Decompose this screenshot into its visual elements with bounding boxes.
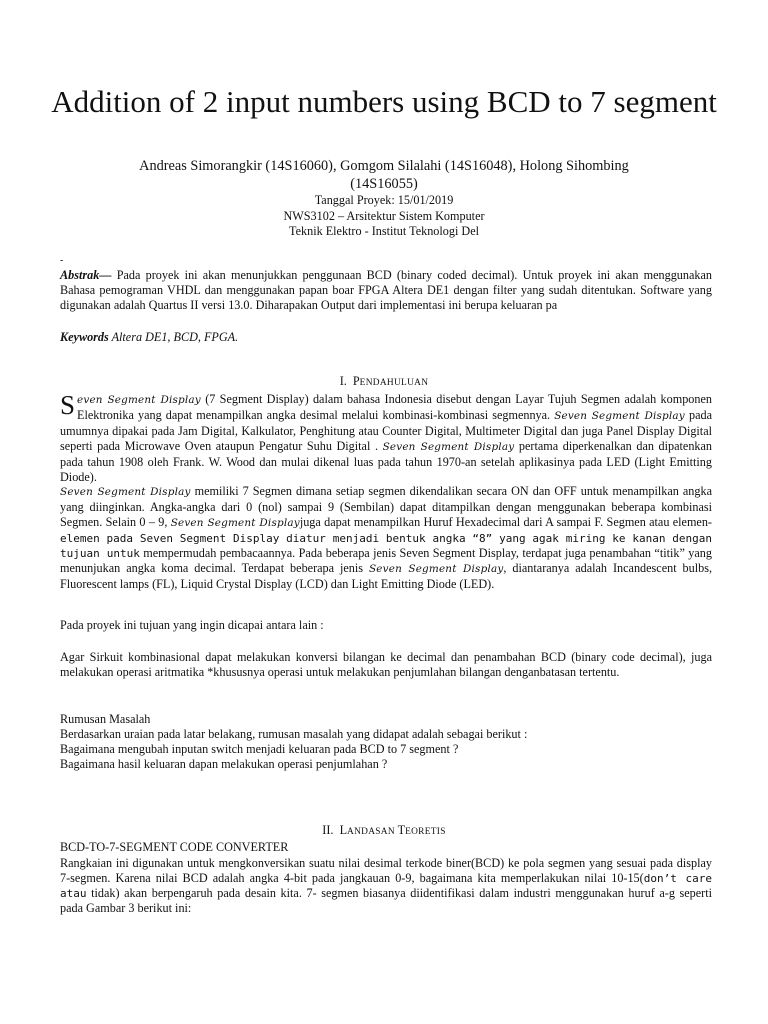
institution: Teknik Elektro - Institut Teknologi Del [289, 224, 479, 238]
course-code: NWS3102 – Arsitektur Sistem Komputer [283, 208, 485, 223]
intro-p2-mono-text: elemen pada Seven Segment Display diatur menjadi bentuk angka “8” yang agak miring ke kanan dengan tujuan untuk [60, 532, 712, 560]
paper-title: Addition of 2 input numbers using BCD to 7 segment [51, 84, 717, 119]
section-2-text-a: Rangkaian ini digunakan untuk mengkonversikan suatu nilai desimal terkode biner(BCD) ke pola segmen yang sesuai pada display 7-segmen. Karena nilai BCD adalah angka 4-bit pada jangkauan 0-9, bagaimana kita memperlakukan nilai 10-15( [60, 856, 712, 885]
keywords-text: Altera DE1, BCD, FPGA. [108, 330, 239, 344]
section-2-heading-rest: ANDASAN [347, 827, 398, 837]
goal-text: Agar Sirkuit kombinasional dapat melakukan konversi bilangan ke decimal dan penambahan BCD (binary code decimal), juga melakukan operasi aritmatika *khususnya operasi untuk melakukan penjumlahan bilangan denganbatasan tertentu. [60, 650, 712, 679]
intro-paragraph-1 [60, 392, 712, 485]
rumusan-title: Rumusan Masalah [60, 712, 151, 726]
section-2-paragraph [60, 856, 712, 916]
intro-p1-text-a: (7 Segment Display) dalam bahasa Indonesia disebut dengan Layar Tujuh Segmen adalah komponen Elektronika yang dapat menampilkan angka desimal melalui kombinasi-kombinasi segmennya. [77, 392, 713, 422]
section-1-heading-initial: P [352, 374, 360, 388]
intro-p2-text-a: memiliki 7 Segmen dimana setiap segmen dikendalikan secara ON dan OFF untuk menampilkan angka yang diinginkan. Angka-angka dari 0 (nol) sampai 9 (Sembilan) dapat ditampilkan dengan menggunakan beberapa kombinasi Segmen. Selain 0 – 9, [60, 484, 712, 529]
abstract-text: Pada proyek ini akan menunjukkan penggunaan BCD (binary coded decimal). Untuk proyek ini akan menggunakan Bahasa pemograman VHDL dan menggunakan papan boar FPGA Altera DE1 dengan filter yang sudah ditentukan. Software yang digunakan adalah Quartus II versi 13.0. Diharapakan Output dari implementasi ini berupa keluaran pa [60, 268, 712, 312]
rumusan-line: Bagaimana hasil keluaran dapan melakukan operasi penjumlahan ? [60, 757, 388, 771]
intro-p2-text-d: , diantaranya adalah Incandescent bulbs, Fluorescent lamps (FL), Liquid Crystal Display (LCD) dan Light Emitting Diode (LED). [60, 561, 712, 591]
rumusan-line: Bagaimana mengubah inputan switch menjadi keluaran pada BCD to 7 segment ? [60, 742, 459, 756]
intro-p2-text-c: mempermudah pembacaannya. Pada beberapa jenis Seven Segment Display, terdapat juga penambahan “titik” yang menunjukan angka koma decimal. Terdapat beberapa jenis [60, 546, 712, 575]
rumusan-masalah [60, 712, 712, 772]
term-seven-segment: Seven Segment Display [368, 563, 504, 575]
stray-dash: - [60, 255, 64, 266]
section-1-number: I. [339, 374, 347, 388]
rumusan-line: Berdasarkan uraian pada latar belakang, rumusan masalah yang didapat adalah sebagai berikut : [60, 727, 528, 741]
section-1-heading [0, 374, 768, 391]
section-2-text-b: tidak) akan berpengaruh pada desain kita. 7- segmen biasanya diidentifikasi dalam industri menggunakan huruf a-g seperti pada Gambar 3 berikut ini: [60, 886, 712, 915]
term-seven-segment: even Segment Display [77, 394, 201, 406]
goal-intro: Pada proyek ini tujuan yang ingin dicapai antara lain : [60, 618, 324, 632]
section-2-heading-initial: L [339, 823, 348, 837]
authors-line-2: (14S16055) [350, 176, 418, 192]
section-2-mono-text: don’t care atau [60, 872, 712, 900]
term-seven-segment: Seven Segment Display [60, 486, 191, 498]
term-seven-segment: Seven Segment Display [554, 410, 685, 422]
keywords [60, 330, 712, 345]
keywords-label: Keywords [60, 330, 109, 344]
abstract [60, 268, 712, 313]
drop-cap: S [60, 390, 76, 420]
abstract-label: Abstrak— [60, 268, 112, 282]
section-2-heading [0, 823, 768, 840]
intro-p1-text-c: pertama diperkenalkan dan dipatenkan pada tahun 1908 oleh Frank. W. Wood dan mulai dikenal luas pada tahun 1970-an setelah aplikasinya pada LED (Light Emitting Diode). [60, 439, 713, 484]
term-seven-segment: Seven Segment Display [382, 441, 515, 453]
section-2-heading-initial: T [397, 823, 406, 837]
intro-paragraph-2 [60, 484, 712, 592]
section-1-heading-rest: ENDAHULUAN [359, 378, 429, 388]
paper-meta [0, 193, 768, 240]
intro-p1-text-b: pada umumnya dipakai pada Jam Digital, Kalkulator, Penghitung atau Counter Digital, Multimeter Digital dan juga Panel Display Digital seperti pada Microwave Oven ataupun Pengatur Suhu Digital . [60, 408, 712, 453]
section-2-number: II. [322, 823, 334, 837]
section-2-heading-rest: EORETIS [405, 827, 446, 837]
authors-line-1: Andreas Simorangkir (14S16060), Gomgom Silalahi (14S16048), Holong Sihombing [139, 158, 629, 174]
section-2-subtitle: BCD-TO-7-SEGMENT CODE CONVERTER [60, 840, 289, 854]
intro-p2-text-b: juga dapat menampilkan Huruf Hexadecimal dari A sampai F. Segmen atau elemen- [299, 515, 712, 529]
authors [0, 157, 768, 193]
project-date: Tanggal Proyek: 15/01/2019 [314, 193, 454, 207]
term-seven-segment: Seven Segment Display [170, 517, 300, 529]
